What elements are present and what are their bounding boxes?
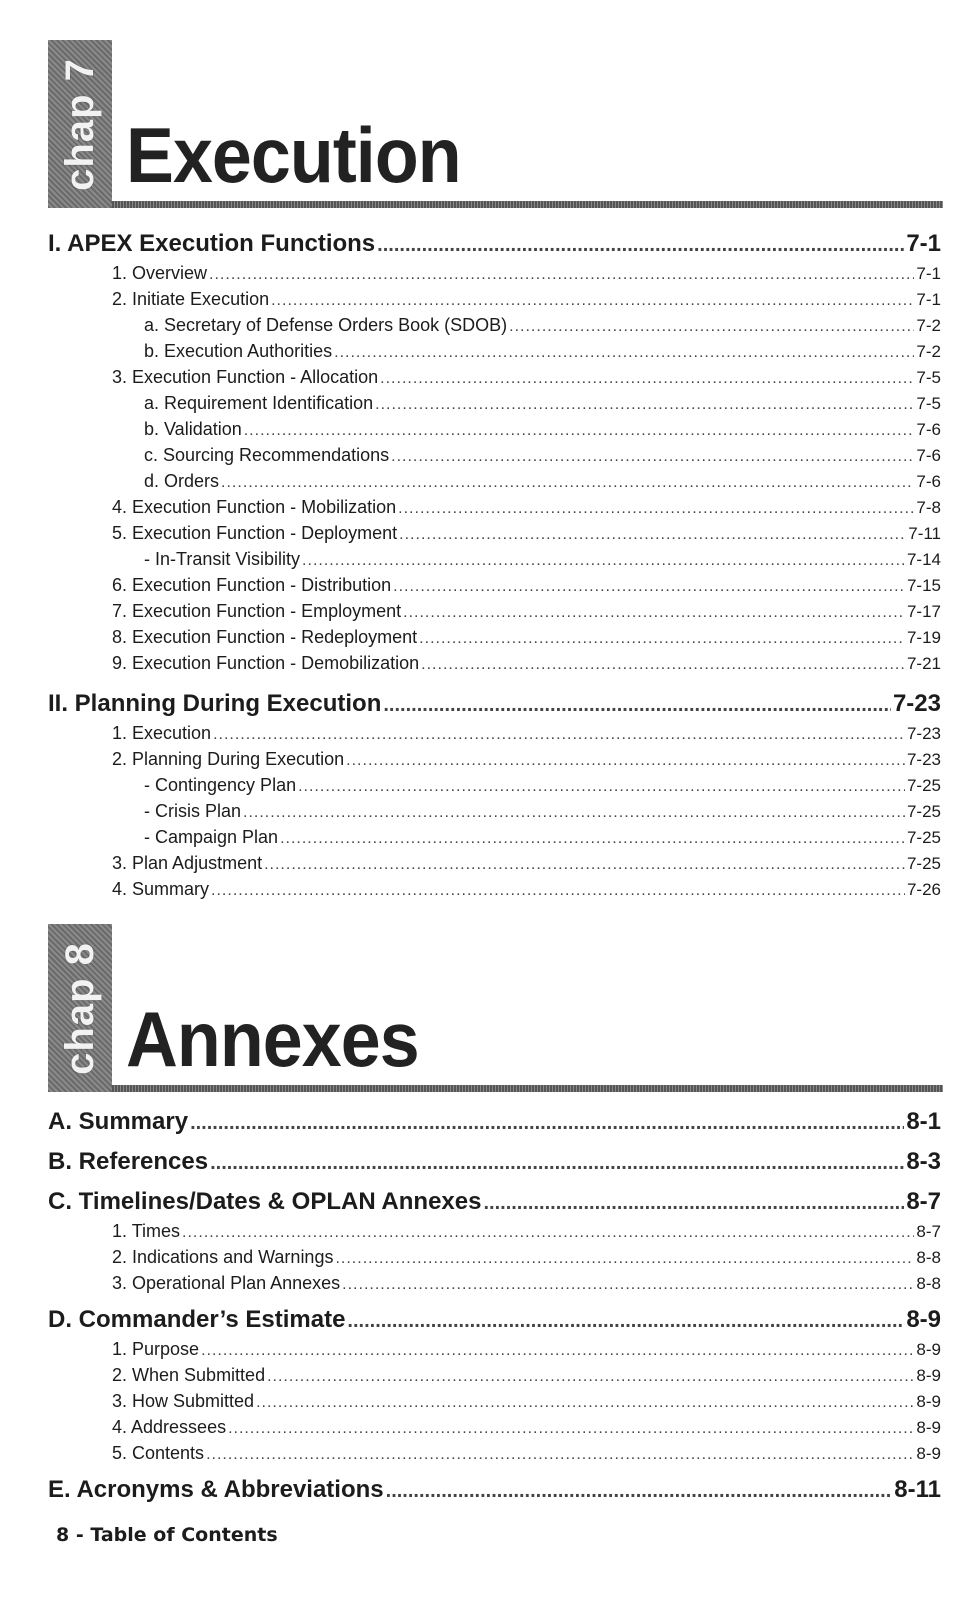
- toc-page-number: 8-9: [906, 1306, 941, 1333]
- toc-page-number: 7-8: [916, 498, 941, 517]
- toc-subentry[interactable]: [48, 1336, 941, 1362]
- toc-page-number: 8-9: [916, 1366, 941, 1385]
- toc-entry-title: 4. Execution Function - Mobilization: [112, 497, 397, 517]
- toc-subentry[interactable]: [48, 720, 941, 746]
- toc-dot-leader: [298, 774, 905, 800]
- toc-dot-leader: [380, 366, 914, 392]
- toc-subentry[interactable]: [48, 312, 941, 338]
- toc-subentry[interactable]: [48, 390, 941, 416]
- toc-dot-leader: [271, 288, 914, 314]
- toc-entry-title: c. Sourcing Recommendations: [144, 445, 390, 465]
- chapter-7-divider: [112, 201, 943, 208]
- toc-entry-title: a. Secretary of Defense Orders Book (SDOB): [144, 315, 508, 335]
- toc-subentry[interactable]: [48, 546, 941, 572]
- toc-subentry[interactable]: [48, 1440, 941, 1466]
- toc-subentry[interactable]: [48, 1218, 941, 1244]
- toc-dot-leader: [393, 574, 905, 600]
- toc-page-number: 8-8: [916, 1274, 941, 1293]
- toc-page-number: 7-26: [906, 880, 941, 899]
- toc-page-number: 8-3: [906, 1148, 941, 1175]
- toc-dot-leader: [342, 1272, 914, 1298]
- toc-page-number: 8-8: [916, 1248, 941, 1267]
- toc-subentry[interactable]: [48, 650, 941, 676]
- toc-dot-leader: [419, 626, 905, 652]
- chapter-7-title: Execution: [126, 111, 461, 199]
- toc-subentry[interactable]: [48, 494, 941, 520]
- toc-dot-leader: [346, 748, 905, 774]
- toc-page-number: 7-6: [916, 420, 941, 439]
- toc-dot-leader: [347, 1305, 904, 1337]
- toc-dot-leader: [206, 1442, 914, 1468]
- toc-page-number: 7-25: [906, 854, 941, 873]
- toc-dot-leader: [209, 262, 914, 288]
- toc-page-number: 7-6: [916, 446, 941, 465]
- toc-entry-title: 2. Indications and Warnings: [112, 1247, 334, 1267]
- toc-page-number: 7-6: [916, 472, 941, 491]
- toc-dot-leader: [267, 1364, 914, 1390]
- toc-page-number: 7-5: [916, 368, 941, 387]
- toc-page-number: 8-9: [916, 1418, 941, 1437]
- toc-dot-leader: [210, 1147, 904, 1179]
- toc-entry-title: 6. Execution Function - Distribution: [112, 575, 392, 595]
- toc-dot-leader: [221, 470, 914, 496]
- chapter-8-header: [48, 924, 943, 1092]
- toc-entry-title: 4. Summary: [112, 879, 210, 899]
- toc-entry-title: 3. Execution Function - Allocation: [112, 367, 379, 387]
- toc-entry-title: C. Timelines/Dates & OPLAN Annexes: [48, 1188, 482, 1215]
- section-gap: [48, 1138, 941, 1146]
- toc-dot-leader: [334, 340, 914, 366]
- toc-section-entry[interactable]: [48, 1106, 941, 1138]
- toc-page-number: 7-23: [906, 724, 941, 743]
- section-gap: [48, 1178, 941, 1186]
- toc-entry-title: 9. Execution Function - Demobilization: [112, 653, 420, 673]
- toc-page-number: 7-25: [906, 776, 941, 795]
- toc-entry-title: b. Validation: [144, 419, 242, 439]
- toc-page-number: 7-23: [906, 750, 941, 769]
- toc-entry-title: - Contingency Plan: [144, 775, 297, 795]
- toc-subentry[interactable]: [48, 746, 941, 772]
- toc-page-number: 7-21: [906, 654, 941, 673]
- toc-subentry[interactable]: [48, 468, 941, 494]
- toc-dot-leader: [377, 229, 904, 261]
- chapter-7-header: [48, 40, 943, 208]
- toc-dot-leader: [421, 652, 905, 678]
- toc-page-number: 8-9: [916, 1340, 941, 1359]
- chapter-8-divider: [112, 1085, 943, 1092]
- toc-page-number: 8-7: [916, 1222, 941, 1241]
- toc-entry-title: 5. Contents: [112, 1443, 205, 1463]
- toc-section-entry[interactable]: [48, 1146, 941, 1178]
- toc-entry-title: A. Summary: [48, 1108, 189, 1135]
- toc-entry-title: d. Orders: [144, 471, 220, 491]
- toc-dot-leader: [201, 1338, 914, 1364]
- toc-section-entry[interactable]: [48, 1474, 941, 1506]
- page-footer: 8 - Table of Contents: [56, 1524, 278, 1546]
- toc-section-entry[interactable]: [48, 1186, 941, 1218]
- toc-dot-leader: [383, 689, 891, 721]
- toc-dot-leader: [403, 600, 905, 626]
- toc-page-number: 7-19: [906, 628, 941, 647]
- toc-page-number: 8-7: [906, 1188, 941, 1215]
- toc-subentry[interactable]: [48, 520, 941, 546]
- toc-entry-title: - Crisis Plan: [144, 801, 242, 821]
- toc-dot-leader: [213, 722, 905, 748]
- chapter-8-tab-label: chap 8: [57, 941, 102, 1075]
- toc-entry-title: - In-Transit Visibility: [144, 549, 301, 569]
- chapter-7-toc: [48, 228, 941, 902]
- chapter-8-tab: [48, 924, 112, 1092]
- toc-entry-title: E. Acronyms & Abbreviations: [48, 1476, 384, 1503]
- toc-dot-leader: [375, 392, 914, 418]
- toc-subentry[interactable]: [48, 442, 941, 468]
- toc-subentry[interactable]: [48, 1388, 941, 1414]
- toc-section-entry[interactable]: [48, 1304, 941, 1336]
- toc-page-number: 7-1: [916, 264, 941, 283]
- toc-subentry[interactable]: [48, 598, 941, 624]
- toc-page-number: 7-14: [906, 550, 941, 569]
- toc-subentry[interactable]: [48, 286, 941, 312]
- toc-dot-leader: [398, 496, 914, 522]
- toc-page-number: 7-2: [916, 342, 941, 361]
- toc-subentry[interactable]: [48, 1362, 941, 1388]
- toc-dot-leader: [228, 1416, 914, 1442]
- toc-dot-leader: [391, 444, 914, 470]
- toc-entry-title: 3. Plan Adjustment: [112, 853, 263, 873]
- toc-entry-title: 3. Operational Plan Annexes: [112, 1273, 341, 1293]
- toc-entry-title: 2. Planning During Execution: [112, 749, 345, 769]
- toc-subentry[interactable]: [48, 798, 941, 824]
- toc-page-number: 7-1: [916, 290, 941, 309]
- chapter-8-toc: [48, 1106, 941, 1506]
- toc-section-entry[interactable]: [48, 228, 941, 260]
- toc-page-number: 7-2: [916, 316, 941, 335]
- chapter-7-tab-label: chap 7: [57, 57, 102, 191]
- toc-page-number: 7-17: [906, 602, 941, 621]
- toc-entry-title: 5. Execution Function - Deployment: [112, 523, 398, 543]
- toc-page-number: 8-11: [894, 1476, 941, 1503]
- toc-dot-leader: [509, 314, 914, 340]
- toc-entry-title: 1. Execution: [112, 723, 212, 743]
- toc-page-number: 7-15: [906, 576, 941, 595]
- toc-subentry[interactable]: [48, 416, 941, 442]
- toc-subentry[interactable]: [48, 772, 941, 798]
- toc-entry-title: 2. Initiate Execution: [112, 289, 270, 309]
- toc-dot-leader: [244, 418, 915, 444]
- toc-section-entry[interactable]: [48, 688, 941, 720]
- toc-page-number: 8-9: [916, 1392, 941, 1411]
- toc-entry-title: I. APEX Execution Functions: [48, 230, 376, 257]
- toc-dot-leader: [386, 1475, 893, 1507]
- toc-subentry[interactable]: [48, 850, 941, 876]
- toc-dot-leader: [280, 826, 905, 852]
- toc-entry-title: D. Commander’s Estimate: [48, 1306, 346, 1333]
- toc-page-number: 7-5: [916, 394, 941, 413]
- toc-page-number: 8-9: [916, 1444, 941, 1463]
- toc-dot-leader: [399, 522, 906, 548]
- toc-entry-title: a. Requirement Identification: [144, 393, 374, 413]
- toc-dot-leader: [483, 1187, 904, 1219]
- toc-entry-title: 1. Overview: [112, 263, 208, 283]
- toc-page-number: 7-25: [906, 828, 941, 847]
- toc-dot-leader: [190, 1107, 904, 1139]
- toc-subentry[interactable]: [48, 824, 941, 850]
- toc-dot-leader: [243, 800, 905, 826]
- toc-page-number: 8-1: [906, 1108, 941, 1135]
- toc-dot-leader: [302, 548, 905, 574]
- toc-subentry[interactable]: [48, 364, 941, 390]
- toc-entry-title: 2. When Submitted: [112, 1365, 266, 1385]
- toc-dot-leader: [335, 1246, 914, 1272]
- chapter-8-title: Annexes: [126, 995, 419, 1083]
- toc-entry-title: 1. Purpose: [112, 1339, 200, 1359]
- toc-subentry[interactable]: [48, 1270, 941, 1296]
- toc-subentry[interactable]: [48, 338, 941, 364]
- toc-dot-leader: [211, 878, 905, 904]
- toc-subentry[interactable]: [48, 876, 941, 902]
- toc-dot-leader: [256, 1390, 914, 1416]
- toc-entry-title: 8. Execution Function - Redeployment: [112, 627, 418, 647]
- toc-page-number: 7-23: [892, 690, 941, 717]
- chapter-7-tab: [48, 40, 112, 208]
- toc-page-number: 7-25: [906, 802, 941, 821]
- toc-entry-title: - Campaign Plan: [144, 827, 279, 847]
- toc-subentry[interactable]: [48, 260, 941, 286]
- toc-page-number: 7-11: [908, 524, 941, 543]
- toc-page-number: 7-1: [906, 230, 941, 257]
- toc-entry-title: 4. Addressees: [112, 1417, 227, 1437]
- toc-subentry[interactable]: [48, 1414, 941, 1440]
- toc-entry-title: 3. How Submitted: [112, 1391, 255, 1411]
- toc-dot-leader: [182, 1220, 914, 1246]
- toc-subentry[interactable]: [48, 572, 941, 598]
- toc-entry-title: 1. Times: [112, 1221, 181, 1241]
- toc-entry-title: B. References: [48, 1148, 209, 1175]
- toc-subentry[interactable]: [48, 1244, 941, 1270]
- toc-entry-title: II. Planning During Execution: [48, 690, 382, 717]
- toc-entry-title: b. Execution Authorities: [144, 341, 333, 361]
- toc-entry-title: 7. Execution Function - Employment: [112, 601, 402, 621]
- toc-dot-leader: [264, 852, 905, 878]
- toc-subentry[interactable]: [48, 624, 941, 650]
